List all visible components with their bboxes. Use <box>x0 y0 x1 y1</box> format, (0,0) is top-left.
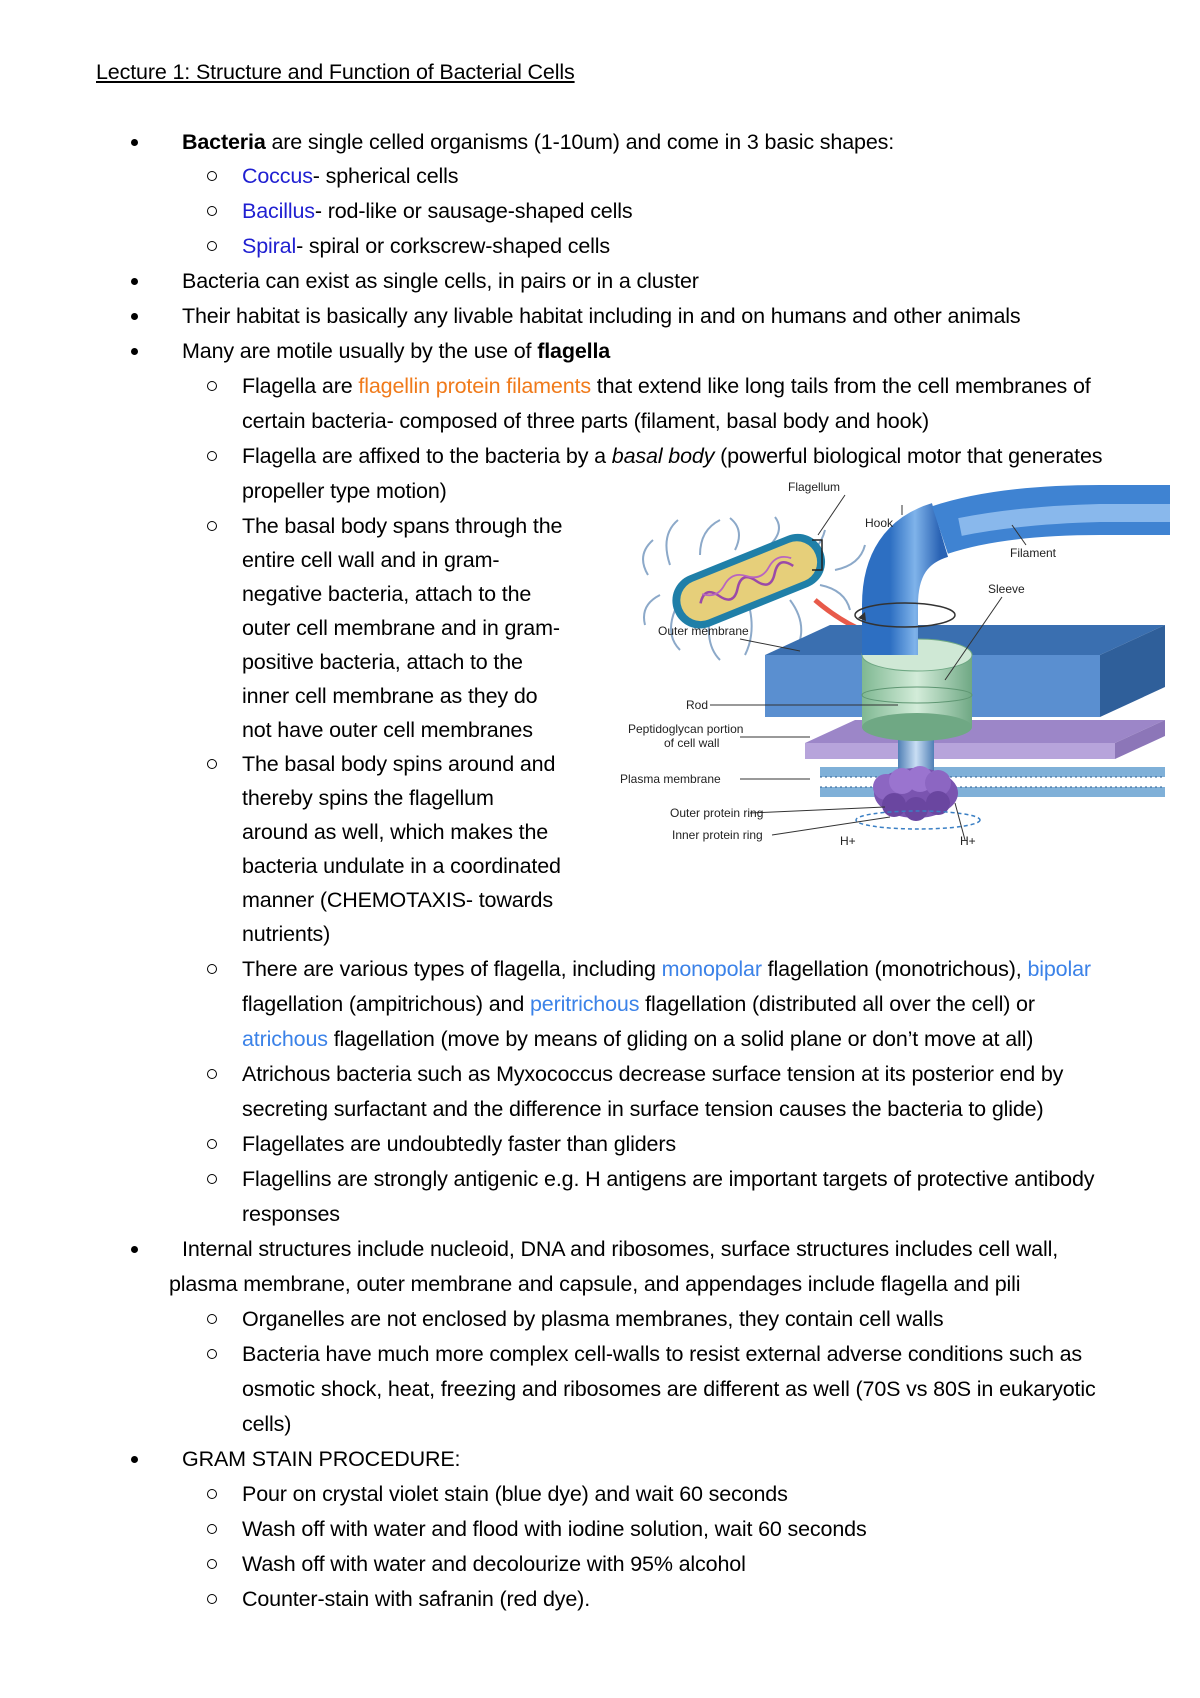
label-sleeve: Sleeve <box>988 582 1025 596</box>
list-item: Flagellins are strongly antigenic e.g. H antigens are important targets of protective antibody <box>242 1167 1095 1191</box>
list-item: Spiral- spiral or corkscrew-shaped cells <box>242 234 610 258</box>
list-item: Wash off with water and decolourize with 95% alcohol <box>242 1552 746 1576</box>
sub-bullet <box>207 1489 217 1499</box>
list-item: Organelles are not enclosed by plasma membranes, they contain cell walls <box>242 1307 944 1331</box>
label-flagellum: Flagellum <box>788 480 841 494</box>
list-item: Their habitat is basically any livable habitat including in and on humans and other animals <box>182 304 1021 328</box>
sub-bullet <box>207 451 217 461</box>
sub-bullet <box>207 1069 217 1079</box>
bullet <box>131 1456 138 1463</box>
sub-bullet <box>207 1174 217 1184</box>
page-title: Lecture 1: Structure and Function of Bacterial Cells <box>96 60 575 84</box>
sub-bullet <box>207 1139 217 1149</box>
bullet <box>131 1246 138 1253</box>
list-item-continuation: negative bacteria, attach to the <box>242 582 532 606</box>
list-item: Flagella are flagellin protein filaments that extend like long tails from the cell membranes of <box>242 374 1091 398</box>
list-item-continuation: responses <box>242 1202 340 1226</box>
list-item: Bacillus- rod-like or sausage-shaped cells <box>242 199 633 223</box>
flagellum-diagram <box>620 480 1170 920</box>
list-item: Many are motile usually by the use of flagella <box>182 339 611 363</box>
label-peptidoglycan: Peptidoglycan portion <box>628 722 744 736</box>
list-item-continuation: entire cell wall and in gram- <box>242 548 500 572</box>
sub-bullet <box>207 1349 217 1359</box>
label-outer-protein-ring: Outer protein ring <box>670 806 764 820</box>
bullet <box>131 139 138 146</box>
sub-bullet <box>207 171 217 181</box>
list-item-continuation: plasma membrane, outer membrane and capsule, and appendages include flagella and pili <box>169 1272 1021 1296</box>
list-item: Coccus- spherical cells <box>242 164 459 188</box>
list-item-continuation: atrichous flagellation (move by means of gliding on a solid plane or don’t move at all) <box>242 1027 1034 1051</box>
list-item-continuation: cells) <box>242 1412 292 1436</box>
bullet <box>131 348 138 355</box>
sub-bullet <box>207 206 217 216</box>
sub-bullet <box>207 964 217 974</box>
label-h-plus-right: H+ <box>960 834 976 848</box>
label-filament: Filament <box>1010 546 1057 560</box>
sub-bullet <box>207 381 217 391</box>
list-item: The basal body spans through the <box>242 514 563 538</box>
plasma-membrane <box>820 767 1165 797</box>
list-item-continuation: flagellation (ampitrichous) and peritrichous flagellation (distributed all over the cell) or <box>242 992 1035 1016</box>
list-item: There are various types of flagella, including monopolar flagellation (monotrichous), bipolar <box>242 957 1091 981</box>
list-item-continuation: manner (CHEMOTAXIS- towards <box>242 888 553 912</box>
label-plasma-membrane: Plasma membrane <box>620 772 721 786</box>
list-item: Pour on crystal violet stain (blue dye) and wait 60 seconds <box>242 1482 788 1506</box>
label-rod: Rod <box>686 698 709 712</box>
list-item-continuation: bacteria undulate in a coordinated <box>242 854 561 878</box>
sub-bullet <box>207 241 217 251</box>
sub-bullet <box>207 759 217 769</box>
label-hook: Hook <box>865 516 894 530</box>
bullet <box>131 278 138 285</box>
list-item: Flagellates are undoubtedly faster than gliders <box>242 1132 676 1156</box>
list-item-continuation: osmotic shock, heat, freezing and ribosomes are different as well (70S vs 80S in eukaryotic <box>242 1377 1096 1401</box>
motor-rings <box>873 766 958 821</box>
list-item-continuation: certain bacteria- composed of three parts (filament, basal body and hook) <box>242 409 929 433</box>
list-item-continuation: inner cell membrane as they do <box>242 684 538 708</box>
label-cell-wall: of cell wall <box>664 736 720 750</box>
label-h-plus-left: H+ <box>840 834 856 848</box>
list-item-continuation: not have outer cell membranes <box>242 718 533 742</box>
sub-bullet <box>207 1314 217 1324</box>
list-item-continuation: thereby spins the flagellum <box>242 786 494 810</box>
label-outer-membrane: Outer membrane <box>658 624 749 638</box>
list-item-continuation: positive bacteria, attach to the <box>242 650 523 674</box>
list-item: Bacteria have much more complex cell-walls to resist external adverse conditions such as <box>242 1342 1083 1366</box>
list-item-continuation: secreting surfactant and the difference in surface tension causes the bacteria to glide) <box>242 1097 1044 1121</box>
list-item-continuation: around as well, which makes the <box>242 820 549 844</box>
list-item-continuation: propeller type motion) <box>242 479 447 503</box>
list-item: Atrichous bacteria such as Myxococcus decrease surface tension at its posterior end by <box>242 1062 1064 1086</box>
list-item: Flagella are affixed to the bacteria by a basal body (powerful biological motor that generates <box>242 444 1103 468</box>
list-item: Internal structures include nucleoid, DNA and ribosomes, surface structures includes cell wall, <box>182 1237 1059 1261</box>
list-item: Wash off with water and flood with iodine solution, wait 60 seconds <box>242 1517 867 1541</box>
label-inner-protein-ring: Inner protein ring <box>672 828 763 842</box>
list-item: Bacteria can exist as single cells, in pairs or in a cluster <box>182 269 699 293</box>
list-item-continuation: outer cell membrane and in gram- <box>242 616 560 640</box>
list-item: The basal body spins around and <box>242 752 556 776</box>
list-item: GRAM STAIN PROCEDURE: <box>182 1447 461 1471</box>
sub-bullet <box>207 1559 217 1569</box>
sub-bullet <box>207 521 217 531</box>
sub-bullet <box>207 1524 217 1534</box>
sub-bullet <box>207 1594 217 1604</box>
list-item: Counter-stain with safranin (red dye). <box>242 1587 591 1611</box>
list-item: Bacteria are single celled organisms (1-10um) and come in 3 basic shapes: <box>182 130 895 154</box>
list-item-continuation: nutrients) <box>242 922 331 946</box>
bullet <box>131 313 138 320</box>
